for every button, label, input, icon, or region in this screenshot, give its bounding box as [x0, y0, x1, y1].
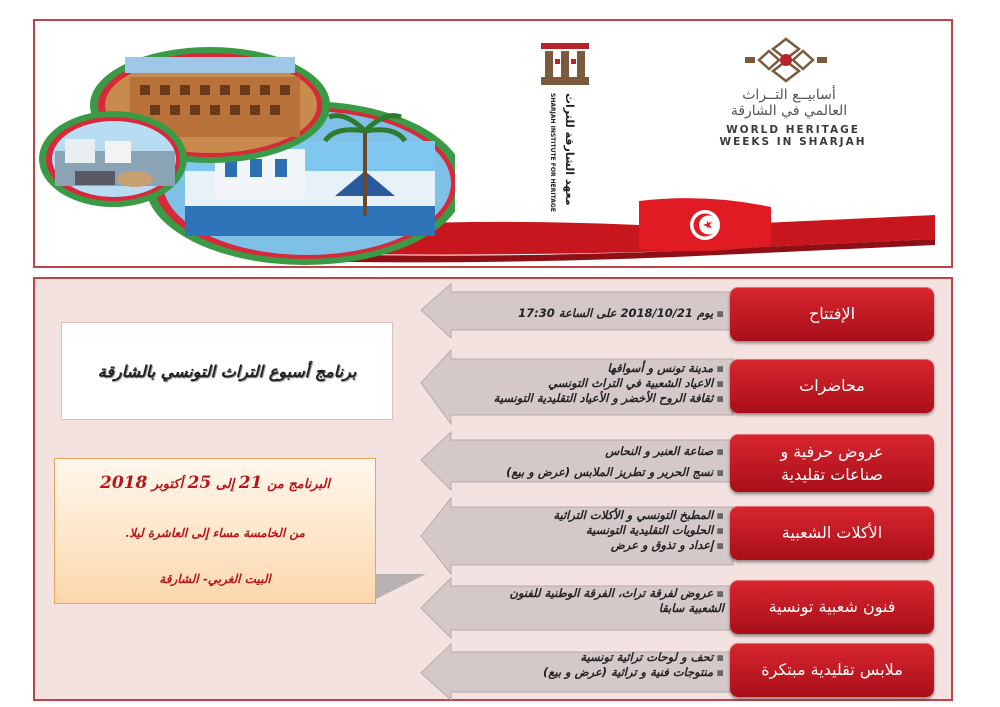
heritage-weeks-en-line1: WORLD HERITAGE [726, 124, 860, 136]
list-item: ▪نسج الحرير و تطريز الملابس (عرض و بيع) [506, 465, 724, 479]
list-item: ▪تحف و لوحات تراثية تونسية [580, 650, 724, 664]
schedule-day-end: 25 [187, 473, 212, 493]
category-folk-arts [730, 580, 934, 634]
schedule-dates [55, 473, 375, 493]
schedule-venue: البيت الغربي- الشارقة [159, 572, 271, 586]
program-title: برنامج أسبوع التراث التونسي بالشارقة [97, 361, 357, 381]
list-item: ▪يوم 2018/10/21 على الساعة 17:30 [518, 306, 724, 320]
category-crafts [730, 434, 934, 492]
schedule-hours: من الخامسة مساء إلى العاشرة ليلا. [125, 526, 305, 540]
world-heritage-weeks-logo [685, 37, 895, 147]
details-folk-arts [474, 586, 724, 616]
list-item: ▪إعداد و تذوق و عرض [610, 538, 724, 552]
list-item: ▪مدينة تونس و أسواقها [607, 361, 724, 375]
details-lectures [494, 361, 724, 406]
schedule-prefix: البرنامج من [266, 477, 330, 492]
heritage-weeks-ar-line1: أسابيــع التــراث [742, 87, 836, 103]
institute-name-ar: معهد الشارقة للتراث [563, 93, 576, 206]
schedule-month: أكتوبر [151, 477, 184, 492]
category-lectures [730, 359, 934, 413]
heritage-weeks-en-line2: WEEKS IN SHARJAH [719, 136, 867, 148]
category-label: الأكلات الشعبية [781, 523, 883, 543]
category-folk-food [730, 506, 934, 560]
category-label: عروض حرفية و صناعات تقليدية [780, 441, 884, 484]
schedule-middle: إلى [215, 477, 235, 492]
list-item: ▪عروض لفرقة تراث، الفرقة الوطنية للفنون الشعبية سابقا [509, 586, 724, 615]
category-label: ملابس تقليدية مبتكرة [761, 660, 903, 680]
category-opening [730, 287, 934, 341]
schedule-box [54, 458, 376, 604]
header-banner [33, 19, 953, 268]
heritage-photo-collage [35, 21, 455, 271]
category-label: الإفتتاح [808, 304, 856, 324]
schedule-year: 2018 [100, 473, 148, 493]
institute-name-en: SHARJAH INSTITUTE FOR HERITAGE [549, 93, 556, 212]
date-callout-pointer [370, 568, 430, 604]
category-label: فنون شعبية تونسية [768, 597, 896, 617]
list-item: ▪ثقافة الروح الأخضر و الأعياد التقليدية التونسية [493, 391, 724, 405]
details-traditional-clothing [543, 650, 724, 680]
category-label: محاضرات [799, 376, 865, 396]
list-item: ▪صناعة العنبر و النحاس [605, 444, 724, 458]
details-opening [518, 306, 724, 321]
program-title-box [61, 322, 393, 420]
tunisia-flag-icon [635, 193, 775, 257]
schedule-day-start: 21 [238, 473, 263, 493]
heritage-weeks-emblem-icon [741, 37, 831, 85]
sharjah-institute-logo [535, 41, 595, 231]
heritage-weeks-ar-line2: العالمي في الشارقة [730, 103, 848, 119]
list-item: ▪منتوجات فنية و تراثية (عرض و بيع) [542, 665, 724, 679]
list-item: ▪المطبخ التونسي و الأكلات التراثية [553, 508, 724, 522]
list-item: ▪الاعياد الشعبية في التراث التونسي [548, 376, 724, 390]
details-crafts [506, 444, 724, 480]
details-folk-food [553, 508, 724, 553]
category-traditional-clothing [730, 643, 934, 697]
program-arrow-bands [415, 280, 745, 700]
list-item: ▪الحلويات التقليدية التونسية [585, 523, 724, 537]
institute-emblem-icon [535, 41, 595, 87]
